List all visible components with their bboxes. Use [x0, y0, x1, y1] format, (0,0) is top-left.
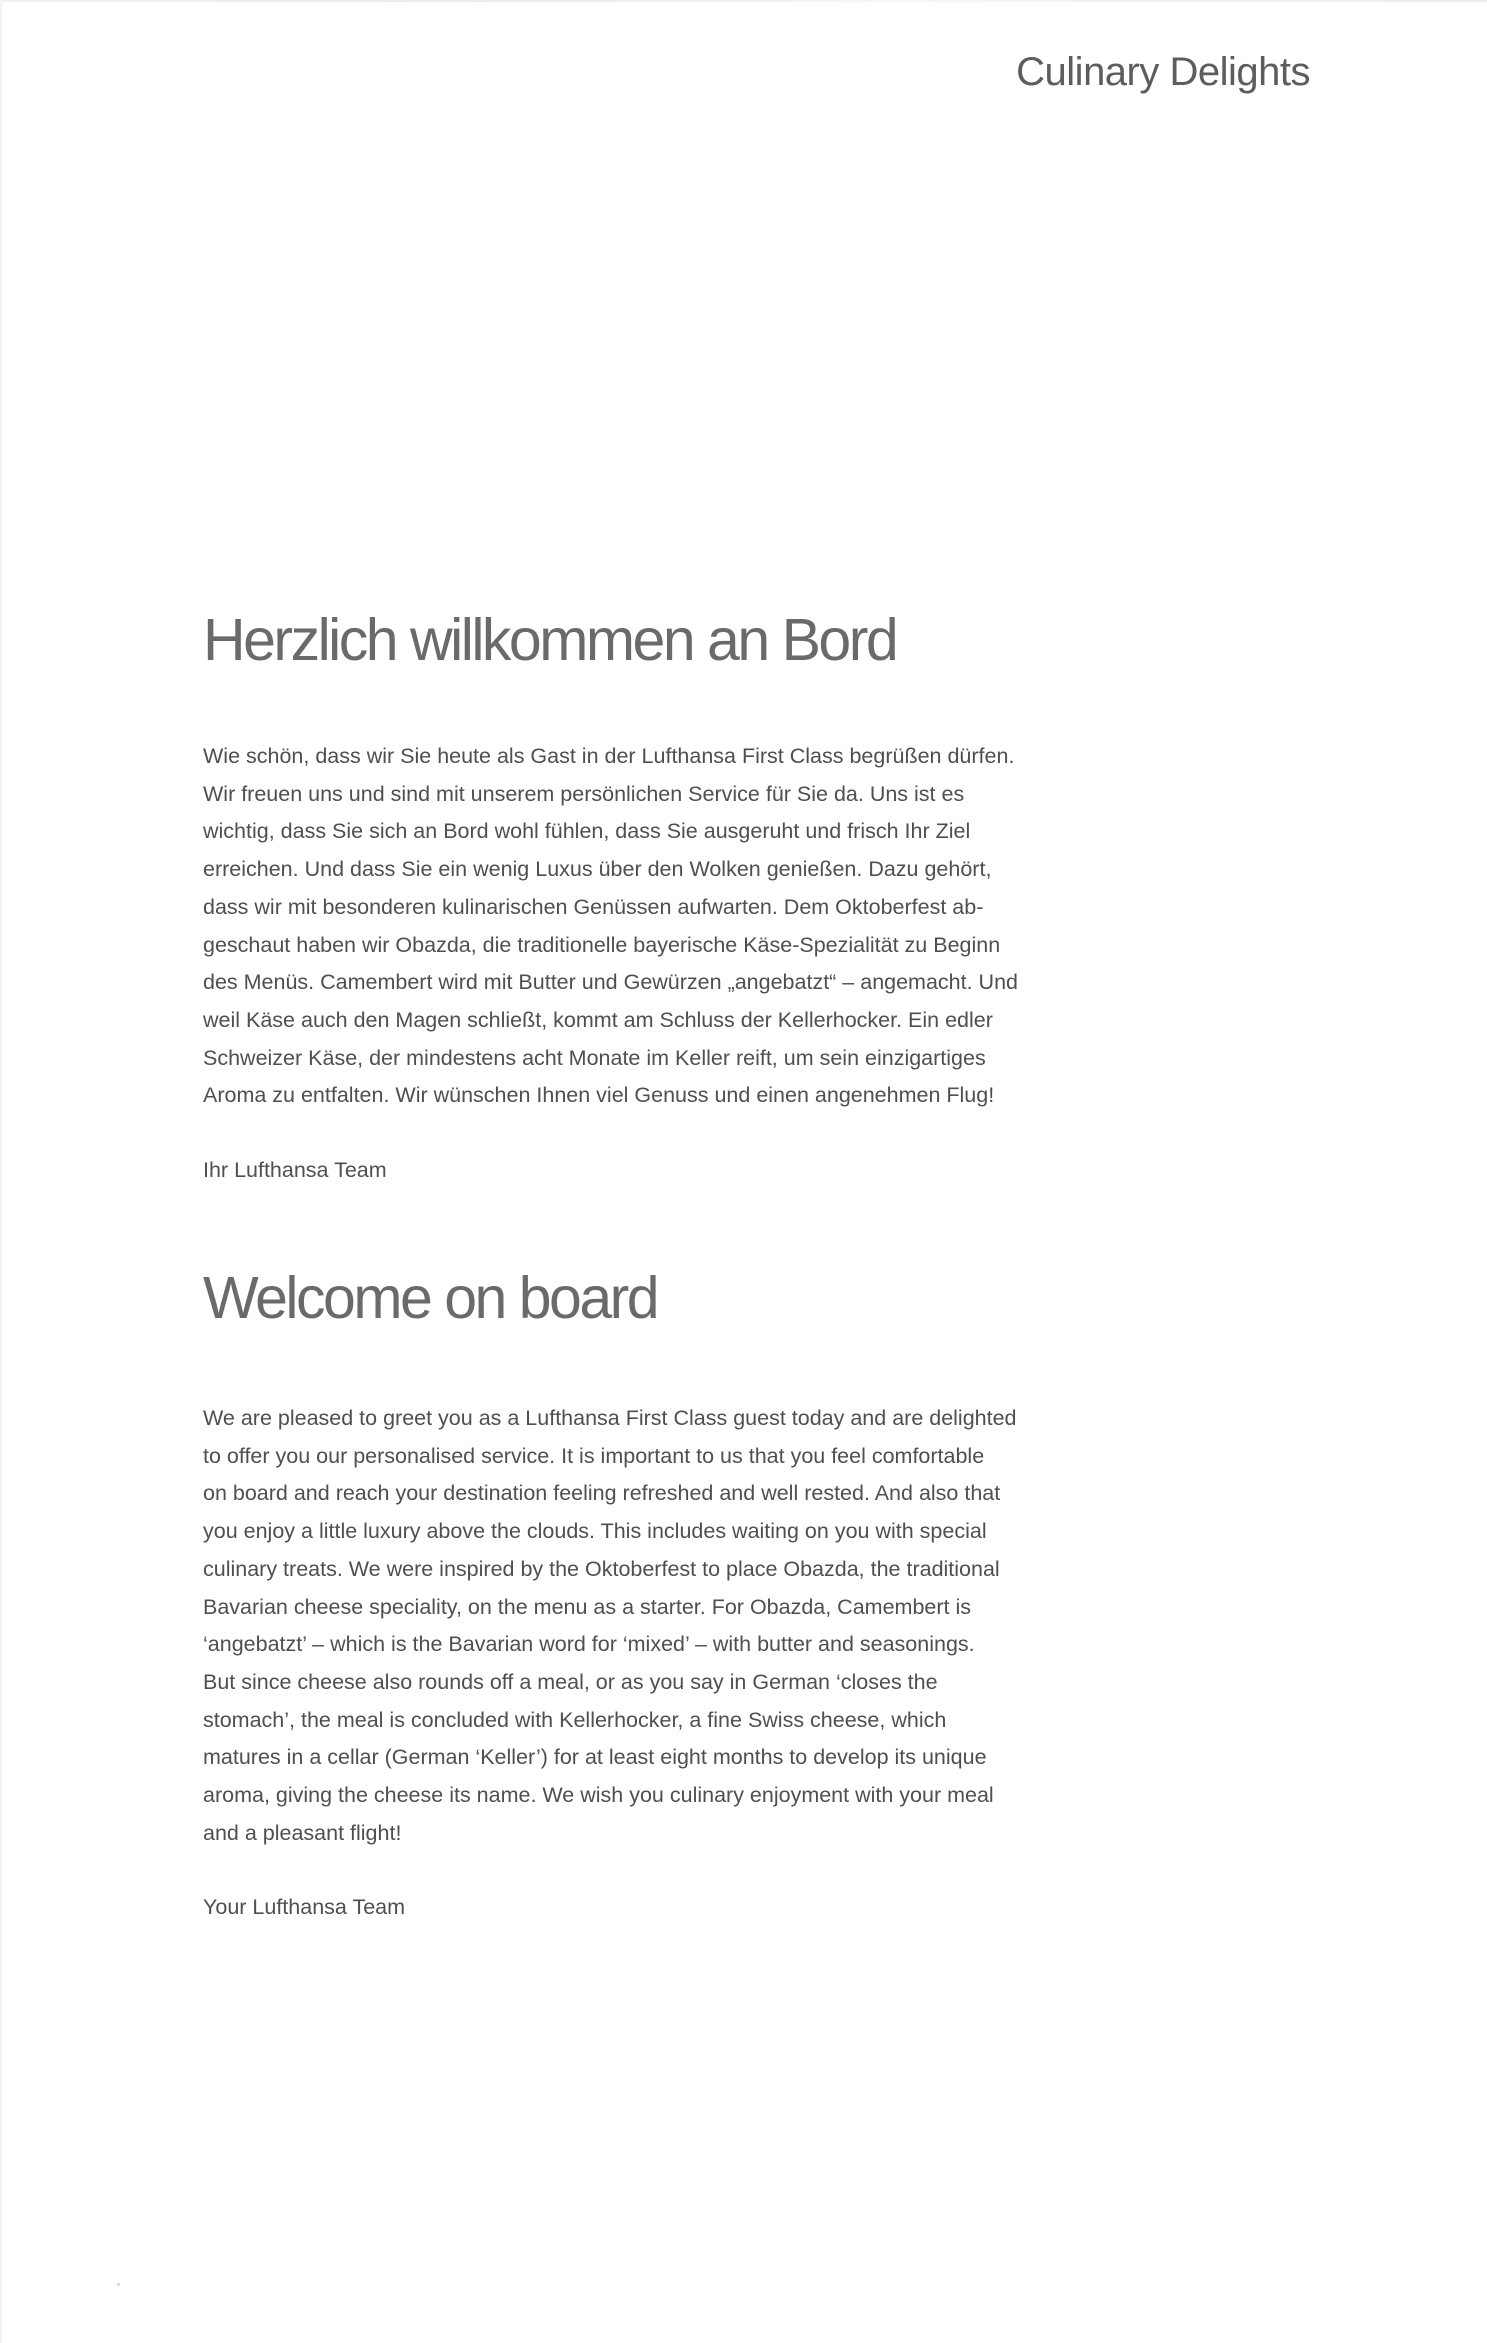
scan-speck — [117, 2283, 120, 2286]
german-body-text: Wie schön, dass wir Sie heute als Gast in der Lufthansa First Class begrüßen dürfen. Wir freuen uns und sind mit unserem persönlichen Service für Sie da. Uns ist es wichtig, dass Sie sich an Bord wohl fühlen, dass Sie ausgeruht und frisch Ihr Ziel erreichen. Und dass Sie ein wenig Luxus über den Wolken genießen. Dazu gehört, dass wir mit besonderen kulinarischen Genüssen aufwarten. Dem Oktoberfest ab- geschaut haben wir Obazda, die traditionelle bayerische Käse-Spezialität zu Beginn des Menüs. Camembert wird mit Butter und Gewürzen „angebatzt“ – angemacht. Und weil Käse auch den Magen schließt, kommt am Schluss der Kellerhocker. Ein edler Schweizer Käse, der mindestens acht Monate im Keller reift, um sein einzigartiges Aroma zu entfalten. Wir wünschen Ihnen viel Genuss und einen angenehmen Flug! — [203, 744, 1018, 1108]
page-top-edge — [0, 0, 1487, 2]
english-heading: Welcome on board — [203, 1265, 658, 1331]
english-welcome-section — [203, 1262, 1103, 1927]
section-header: Culinary Delights — [1016, 50, 1310, 94]
german-welcome-section — [203, 604, 1103, 1190]
german-heading: Herzlich willkommen an Bord — [203, 607, 897, 673]
english-body-text: We are pleased to greet you as a Lufthansa First Class guest today and are delighted to offer you our personalised service. It is important to us that you feel comfortable on board and reach your destination feeling refreshed and well rested. And also that you enjoy a little luxury above the clouds. This includes waiting on you with special culinary treats. We were inspired by the Oktoberfest to place Obazda, the traditional Bavarian cheese speciality, on the menu as a starter. For Obazda, Camembert is ‘angebatzt’ – which is the Bavarian word for ‘mixed’ – with butter and seasonings. But since cheese also rounds off a meal, or as you say in German ‘closes the stomach’, the meal is concluded with Kellerhocker, a fine Swiss cheese, which matures in a cellar (German ‘Keller’) for at least eight months to develop its unique aroma, giving the cheese its name. We wish you culinary enjoyment with your meal and a pleasant flight! — [203, 1406, 1017, 1845]
german-signature: Ihr Lufthansa Team — [203, 1158, 387, 1183]
page-left-edge — [0, 0, 2, 2343]
english-signature: Your Lufthansa Team — [203, 1895, 406, 1920]
